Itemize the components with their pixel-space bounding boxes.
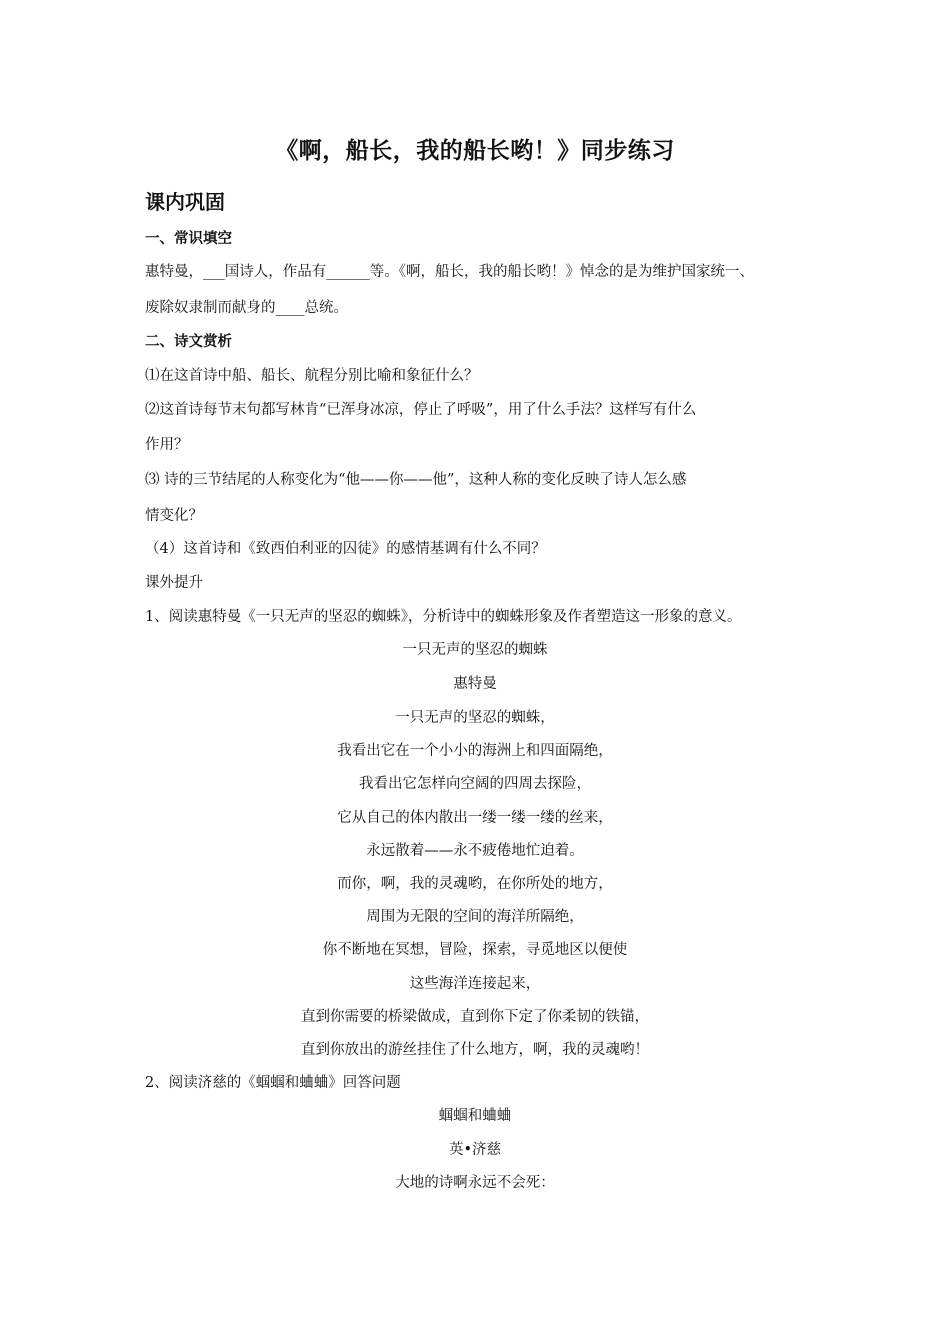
question-1: ⑴在这首诗中船、船长、航程分别比喻和象征什么？ <box>145 368 479 384</box>
section-heading-in-class: 课内巩固 <box>145 190 225 214</box>
poem2-author: 英•济慈 <box>448 1142 502 1158</box>
poem1-title: 一只无声的坚忍的蜘蛛 <box>402 642 548 658</box>
poem1-line: 周围为无限的空间的海洋所隔绝， <box>366 909 584 925</box>
poem2-title: 蝈蝈和蛐蛐 <box>438 1108 512 1124</box>
poem2-line: 大地的诗啊永远不会死： <box>395 1175 555 1191</box>
section-heading-extension: 课外提升 <box>145 575 203 591</box>
poem1-line: 这些海洋连接起来， <box>409 976 541 992</box>
poem1-line: 而你，啊，我的灵魂哟，在你所处的地方， <box>337 876 613 892</box>
question-2-line-2: 作用？ <box>145 437 189 453</box>
fill-blank-line-2: 废除奴隶制而献身的____总统。 <box>145 300 348 316</box>
poem1-line: 它从自己的体内散出一缕一缕一缕的丝来， <box>337 810 613 826</box>
question-4: （4）这首诗和《致西伯利亚的囚徒》的感情基调有什么不同？ <box>145 541 546 557</box>
poem1-line: 直到你需要的桥梁做成，直到你下定了你柔韧的铁锚， <box>301 1009 649 1025</box>
part-heading-appreciation: 二、诗文赏析 <box>145 333 232 350</box>
poem1-line: 永远散着——永不疲倦地忙迫着。 <box>366 843 584 859</box>
poem1-line: 我看出它在一个小小的海洲上和四面隔绝， <box>337 743 613 759</box>
poem1-line: 直到你放出的游丝挂住了什么地方，啊，我的灵魂哟！ <box>301 1042 649 1058</box>
question-3-line-1: ⑶ 诗的三节结尾的人称变化为“他——你——他”，这种人称的变化反映了诗人怎么感 <box>145 472 687 488</box>
poem1-line: 我看出它怎样向空阔的四周去探险， <box>359 776 591 792</box>
fill-blank-line-1: 惠特曼，___国诗人，作品有______等。《啊，船长，我的船长哟！》悼念的是为维护国家统一、 <box>145 264 754 280</box>
task-2: 2、阅读济慈的《蝈蝈和蛐蛐》回答问题 <box>145 1075 401 1091</box>
poem1-line: 你不断地在冥想，冒险，探索，寻觅地区以便使 <box>322 942 628 958</box>
page-title: 《啊，船长，我的船长哟！》同步练习 <box>275 137 675 164</box>
task-1: 1、阅读惠特曼《一只无声的坚忍的蜘蛛》，分析诗中的蜘蛛形象及作者塑造这一形象的意义。 <box>145 609 742 625</box>
part-heading-fill-blank: 一、常识填空 <box>145 230 232 247</box>
question-2-line-1: ⑵这首诗每节末句都写林肯“已浑身冰凉，停止了呼吸”，用了什么手法？这样写有什么 <box>145 402 697 418</box>
question-3-line-2: 情变化？ <box>145 508 203 524</box>
poem1-author: 惠特曼 <box>453 676 497 692</box>
poem1-line: 一只无声的坚忍的蜘蛛， <box>395 710 555 726</box>
